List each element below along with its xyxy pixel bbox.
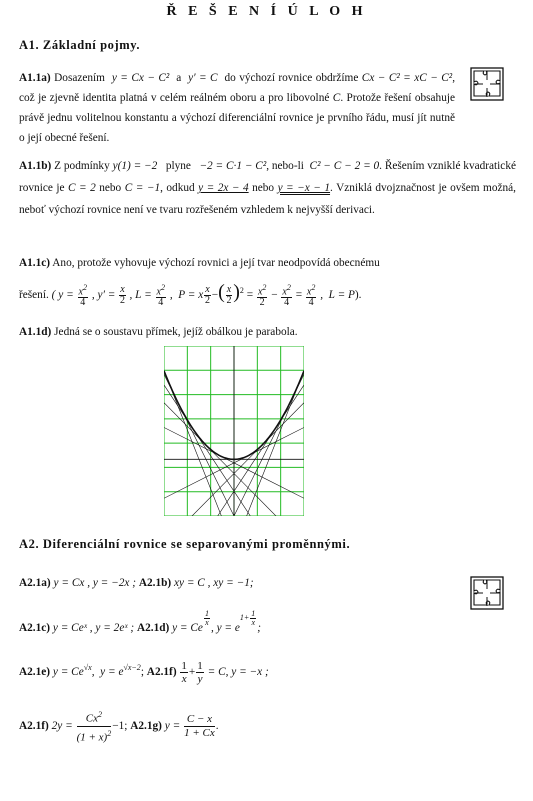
label-a2-1f: A2.1f) [146,666,177,679]
a1b-text-3: , nebo-li [266,160,304,172]
a2-line-2 [19,609,262,635]
a1b-equation-1: y(1) = −2 [112,160,158,172]
a1b-equation-4: C = 2 [68,182,96,194]
page-title: Ř E Š E N Í Ú L O H [166,4,367,19]
paragraph-a1-1a [19,68,455,148]
a1b-text-5: , odkud [160,182,195,194]
a1b-solution-2: y = −x − 1 [277,182,331,194]
a1a-equation-3: Cx − C² = xC − C² [361,72,453,84]
a1b-equation-2: −2 = C·1 − C² [199,160,267,172]
label-a1-1b: A1.1b) [19,160,52,172]
label-a1-1c: A1.1c) [19,257,51,269]
label-a2-1a: A2.1a) [19,577,51,589]
a1b-text-1: Z podmínky [54,160,110,172]
a1a-text-1: Dosazením [54,72,105,84]
puzzle-icon [470,576,504,610]
a1d-text: Jedná se o soustavu přímek, jejíž obálkou je parabola. [54,326,298,338]
section-a1-heading: A1. Základní pojmy. [19,38,141,52]
label-a1-1d: A1.1d) [19,326,52,338]
section-a2-heading: A2. Diferenciální rovnice se separovanými proměnnými. [19,537,351,551]
a2-1a-equation: y = Cx , y = −2x ; [53,577,136,589]
a1b-text-4: Řešením vzniklé kvadratické rovnice je [19,160,516,194]
a2-line-1 [19,577,254,589]
a1b-solution-1: y = 2x − 4 [198,182,249,194]
a1a-equation-2: y′ = C [188,72,218,84]
puzzle-icon [470,67,504,101]
a1a-text-2: do výchozí rovnice obdržíme [224,72,359,84]
tangent-lines-figure [164,346,304,516]
a1b-or: nebo [99,182,122,194]
paragraph-a1-1c [19,253,516,273]
a1b-text-2: plyne [165,160,191,172]
a1b-text-7: . Vzniklá dvojznačnost je ovšem možná, neboť výchozí rovnice není ve tvaru rozřešeném vzhledem k nejvyšší derivaci. [19,182,516,216]
a1b-text-6: nebo [252,182,275,194]
a1c-text-2: řešení. [19,288,49,301]
label-a2-1b: A2.1b) [138,577,172,589]
a2-1e-equation: $y = Ce^{√x}$, $y = e^{√x-2}$ [52,663,141,679]
a2-1c-equation: y = Ceˣ , y = 2eˣ ; [52,622,135,635]
label-a1-1a: A1.1a) [19,72,51,84]
a1a-and: a [176,72,182,84]
a1a-equation-1: y = Cx − C² [111,72,170,84]
a2-line-4: A2.1f) 2y = $\frac{Cx^2}{(1 + x)^2}$ −1; A2.1g) y = $\frac{C - x}{1 + Cx}$ . [19,710,219,744]
paragraph-a1-1b: A1.1b) Z podmínky y(1) = −2 plyne −2 = C·1 − C², nebo-li C² − C − 2 = 0. Řešením vzniklé kvadratické rovnice je C = 2 nebo C = −1, odkud y = 2x − 4 nebo y = −x − 1. Vzniklá dvojznačnost je ovšem možná, neboť výchozí rovnice není ve tvaru rozřešeném vzhledem k nejvyšší derivaci. [19,160,516,216]
label-a2-1e: A2.1e) [19,666,51,679]
a2-1b-equation: xy = C , xy = −1; [173,577,254,589]
a1a-text-3: , což je zjevně identita platná v celém reálném oboru a pro libovolné [19,72,456,104]
paragraph-a1-1d [19,326,298,338]
a1a-constant: C [332,92,341,104]
a2-1d-equation: y = Ce $^{\frac{1}{x}}$ , $y = e^{1+ \frac{1}{x}}$ ; [172,609,262,635]
label-a2-1g: A2.1g) [130,719,162,732]
a2-1f-equation-end: = C, y = −x ; [207,666,269,679]
label-a2-1f-second: A2.1f) [19,719,49,732]
a1c-text-1: Ano, protože vyhovuje výchozí rovnici a její tvar neodpovídá obecnému [52,257,380,269]
a1a-text-4: . Protože řešení obsahuje právě jednu volitelnou konstantu a výchozí diferenciální rovnice je prvního řádu, musí jít nutně o její obecné řešení. [19,92,456,144]
label-a2-1c: A2.1c) [19,622,51,635]
a1c-formula-line: řešení. ( y = $\frac{x^2}{4}$ , y′ = $\frac{x}{2}$ , L = $\frac{x^2}{4}$ , P = x $\frac{x}{2}$ −( $\frac{x}{2}$ )$^2$ = $\frac{x^2}{2}$ − $\frac{x^2}{4}$ = $\frac{x^2}{4}$ , L = P). [19,280,362,308]
a1b-equation-3: C² − C − 2 = 0 [309,160,380,172]
a2-line-3: A2.1e) $y = Ce^{√x}$, $y = e^{√x-2}$; A2.1f) $\frac{1}{x}$ + $\frac{1}{y}$ = C, y = −x ; [19,660,269,685]
label-a2-1d: A2.1d) [136,622,170,635]
a1b-equation-5: C = −1 [124,182,161,194]
